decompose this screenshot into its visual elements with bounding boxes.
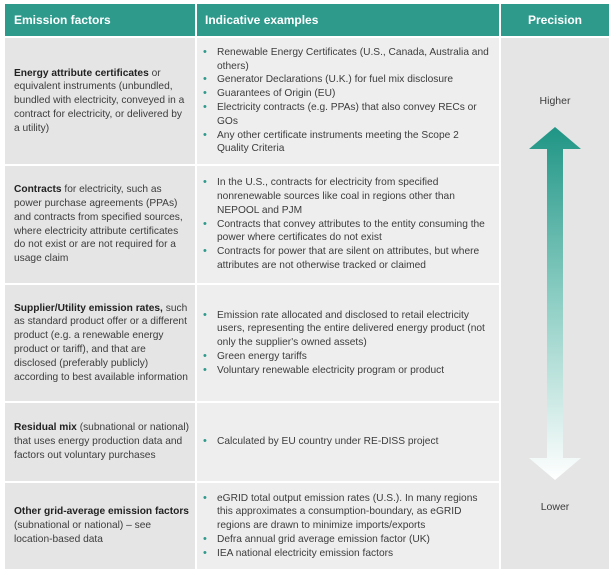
row-2-factor-text: for electricity, such as power purchase agreements (PPAs) and contracts from specified sources, where electricity attribute certificates do not exist or are not required for a usage claim	[14, 184, 183, 265]
bullet-icon: •	[203, 546, 207, 559]
row-2-examples	[197, 166, 499, 283]
row-4-examples	[197, 403, 499, 481]
row-3-examples	[197, 285, 499, 401]
bullet-icon: •	[203, 491, 207, 504]
list-item: • In the U.S., contracts for electricity from specified nonrenewable sources like coal in regions other than NEPOOL and PJM	[203, 176, 455, 216]
bullet-icon: •	[203, 435, 207, 448]
list-item: • Defra annual grid average emission factor (UK)	[203, 532, 430, 545]
bullet-icon: •	[203, 87, 207, 100]
row-1-factor	[5, 38, 195, 164]
bullet-icon: •	[203, 45, 207, 58]
list-item: • Generator Declarations (U.K.) for fuel mix disclosure	[203, 73, 454, 86]
row-5-factor-title: Other grid-average emission factors	[14, 506, 189, 518]
precision-lower-label: Lower	[540, 501, 570, 513]
arrow-body	[529, 127, 581, 480]
precision-column	[501, 38, 609, 569]
list-item: • Calculated by EU country under RE-DISS project	[203, 435, 439, 448]
row-4-factor	[5, 403, 195, 481]
header-indicative-examples: Indicative examples	[197, 4, 499, 36]
row-3-factor-text: such as standard product offer or a different product (e.g. a renewable energy product or tariff), and that are disclosed (preferably publicly) according to best available information	[14, 302, 188, 383]
header-emission-factors: Emission factors	[5, 4, 195, 36]
list-item: • Contracts for power that are silent on attributes, but where attributes are not otherwise tracked or claimed	[203, 245, 480, 271]
bullet-icon: •	[203, 217, 207, 230]
list-item: • Guarantees of Origin (EU)	[203, 87, 336, 100]
row-4-factor-title: Residual mix	[14, 422, 77, 434]
list-item: • IEA national electricity emission factors	[203, 546, 394, 559]
bullet-icon: •	[203, 176, 207, 189]
row-5-factor-text: (subnational or national) – see location-based data	[14, 520, 152, 545]
row-1-factor-text: or equivalent instruments (unbundled, bundled with electricity, conveyed in a contract for electricity, or delivered by a utility)	[14, 67, 185, 134]
bullet-icon: •	[203, 363, 207, 376]
list-item: • Any other certificate instruments meeting the Scope 2 Quality Criteria	[203, 128, 459, 155]
bullet-icon: •	[203, 349, 207, 362]
bullet-icon: •	[203, 73, 207, 86]
row-1-examples	[197, 38, 499, 164]
row-2-factor-title: Contracts	[14, 184, 62, 196]
list-item: • Contracts that convey attributes to the entity consuming the power where certificates do not exist	[203, 217, 485, 244]
bullet-icon: •	[203, 245, 207, 258]
row-2-factor	[5, 166, 195, 283]
bullet-icon: •	[203, 128, 207, 141]
row-1-factor-title: Energy attribute certificates	[14, 67, 149, 79]
precision-higher-label: Higher	[539, 95, 571, 107]
list-item: • Voluntary renewable electricity program or product	[203, 363, 445, 376]
precision-arrow-icon	[501, 38, 609, 569]
bullet-icon: •	[203, 101, 207, 113]
row-5-examples	[197, 483, 499, 569]
row-5-factor	[5, 483, 195, 569]
list-item: • Emission rate allocated and disclosed to retail electricity users, representing the entire delivered energy product (not only the supplier's owned assets)	[203, 308, 485, 349]
header-precision: Precision	[501, 4, 609, 36]
list-item: • eGRID total output emission rates (U.S.). In many regions this approximates a consumption-boundary, as eGRID regions are drawn to minimize imports/exports	[203, 491, 478, 532]
bullet-icon: •	[203, 308, 207, 321]
list-item: • Renewable Energy Certificates (U.S., Canada, Australia and others)	[203, 45, 489, 72]
list-item: • Electricity contracts (e.g. PPAs) that also convey RECs or GOs	[203, 101, 477, 127]
row-3-factor	[5, 285, 195, 401]
row-3-factor-title: Supplier/Utility emission rates,	[14, 302, 163, 314]
bullet-icon: •	[203, 532, 207, 545]
row-4-factor-text: (subnational or national) that uses energy production data and factors out voluntary purchases	[14, 422, 189, 461]
list-item: • Green energy tariffs	[203, 349, 307, 362]
